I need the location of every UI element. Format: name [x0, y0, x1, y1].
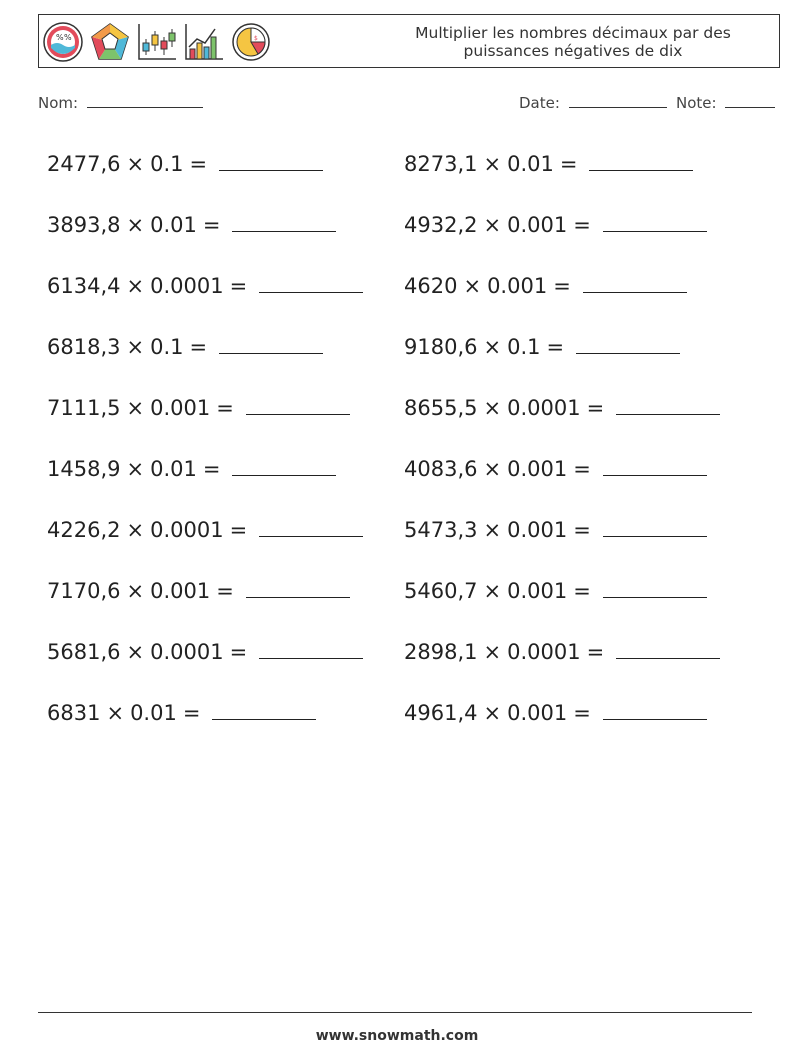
operand-a: 5681,6 [47, 640, 121, 664]
operand-b: 0.001 [487, 274, 548, 298]
problem-row [404, 396, 720, 420]
name-label: Nom: [38, 94, 79, 112]
svg-text:%: % [56, 33, 64, 42]
answer-blank[interactable] [576, 336, 680, 354]
name-field [38, 93, 203, 112]
equals-sign: = [559, 152, 578, 176]
answer-blank[interactable] [232, 458, 336, 476]
problem-row [47, 396, 350, 420]
operator: × [483, 335, 502, 359]
equals-sign: = [573, 701, 591, 725]
operator: × [126, 457, 145, 481]
operator: × [483, 213, 502, 237]
operand-b: 0.1 [150, 335, 184, 359]
date-blank[interactable] [569, 93, 667, 108]
svg-text:$: $ [254, 35, 258, 42]
operand-a: 4961,4 [404, 701, 478, 725]
operator: × [126, 579, 145, 603]
operand-b: 0.01 [130, 701, 177, 725]
answer-blank[interactable] [246, 397, 350, 415]
equals-sign: = [546, 335, 565, 359]
problem-row [47, 152, 323, 176]
operator: × [463, 274, 482, 298]
operand-b: 0.001 [507, 579, 568, 603]
answer-blank[interactable] [616, 397, 720, 415]
operand-a: 2898,1 [404, 640, 478, 664]
operand-a: 6134,4 [47, 274, 121, 298]
problem-row [404, 579, 707, 603]
title-line-2: puissances négatives de dix [463, 42, 683, 60]
equals-sign: = [189, 152, 208, 176]
problem-row [404, 640, 720, 664]
operand-a: 4226,2 [47, 518, 121, 542]
title-line-1: Multiplier les nombres décimaux par des [415, 24, 731, 42]
equals-sign: = [229, 274, 248, 298]
answer-blank[interactable] [259, 275, 363, 293]
equals-sign: = [229, 518, 248, 542]
worksheet-title [393, 24, 753, 60]
problem-row [404, 518, 707, 542]
equals-sign: = [573, 457, 591, 481]
answer-blank[interactable] [212, 702, 316, 720]
problem-row [47, 274, 363, 298]
equals-sign: = [553, 274, 571, 298]
equals-sign: = [229, 640, 248, 664]
operator: × [483, 701, 502, 725]
operator: × [126, 518, 145, 542]
candlestick-chart-icon [136, 21, 178, 63]
operand-b: 0.1 [507, 335, 541, 359]
problem-row [404, 213, 707, 237]
equals-sign: = [202, 457, 221, 481]
answer-blank[interactable] [246, 580, 350, 598]
answer-blank[interactable] [616, 641, 720, 659]
answer-blank[interactable] [259, 641, 363, 659]
operand-b: 0.001 [507, 701, 568, 725]
answer-blank[interactable] [232, 214, 336, 232]
answer-blank[interactable] [589, 153, 693, 171]
problem-row [47, 213, 336, 237]
svg-text:%: % [64, 33, 72, 42]
equals-sign: = [573, 213, 591, 237]
equals-sign: = [202, 213, 221, 237]
operator: × [126, 152, 145, 176]
operator: × [126, 335, 145, 359]
problem-row [47, 457, 336, 481]
operator: × [483, 396, 502, 420]
answer-blank[interactable] [603, 519, 707, 537]
problem-row [404, 152, 693, 176]
pie-chart-icon [230, 21, 272, 63]
equals-sign: = [586, 640, 605, 664]
equals-sign: = [182, 701, 201, 725]
operand-b: 0.0001 [150, 274, 224, 298]
operand-a: 8273,1 [404, 152, 478, 176]
operand-a: 7170,6 [47, 579, 121, 603]
operator: × [126, 274, 145, 298]
answer-blank[interactable] [603, 702, 707, 720]
operand-a: 4083,6 [404, 457, 478, 481]
operand-b: 0.0001 [507, 396, 581, 420]
bar-chart-icon [183, 21, 225, 63]
answer-blank[interactable] [603, 214, 707, 232]
header-box [38, 14, 780, 68]
operand-a: 4620 [404, 274, 458, 298]
operator: × [483, 152, 502, 176]
operator: × [126, 640, 145, 664]
operand-a: 5460,7 [404, 579, 478, 603]
problem-row [404, 335, 680, 359]
pentagon-chart-icon [89, 21, 131, 63]
problem-row [47, 335, 323, 359]
operand-b: 0.0001 [507, 640, 581, 664]
operand-a: 4932,2 [404, 213, 478, 237]
operand-a: 5473,3 [404, 518, 478, 542]
equals-sign: = [586, 396, 605, 420]
problem-row [47, 701, 316, 725]
problem-row [404, 701, 707, 725]
operand-a: 8655,5 [404, 396, 478, 420]
operator: × [483, 579, 502, 603]
answer-blank[interactable] [259, 519, 363, 537]
footer-website: www.snowmath.com [315, 1028, 479, 1044]
operand-b: 0.001 [507, 213, 568, 237]
grade-field [676, 93, 775, 112]
equals-sign: = [573, 579, 591, 603]
operator: × [106, 701, 125, 725]
equals-sign: = [216, 396, 234, 420]
date-field [519, 93, 667, 112]
operator: × [126, 396, 145, 420]
equals-sign: = [573, 518, 591, 542]
answer-blank[interactable] [603, 458, 707, 476]
footer-divider [38, 1012, 752, 1013]
operator: × [126, 213, 145, 237]
equals-sign: = [216, 579, 234, 603]
operand-b: 0.0001 [150, 640, 224, 664]
problem-row [47, 579, 350, 603]
answer-blank[interactable] [219, 153, 323, 171]
equals-sign: = [189, 335, 208, 359]
operand-b: 0.001 [507, 518, 568, 542]
percent-circle-icon [42, 21, 84, 63]
date-label: Date: [519, 94, 560, 112]
operand-a: 3893,8 [47, 213, 121, 237]
operand-a: 2477,6 [47, 152, 121, 176]
problem-row [404, 274, 687, 298]
problem-row [47, 518, 363, 542]
operator: × [483, 518, 502, 542]
operand-a: 9180,6 [404, 335, 478, 359]
operand-b: 0.001 [150, 579, 211, 603]
operator: × [483, 640, 502, 664]
answer-blank[interactable] [583, 275, 687, 293]
name-blank[interactable] [87, 93, 203, 108]
operand-b: 0.01 [150, 213, 197, 237]
answer-blank[interactable] [603, 580, 707, 598]
operand-b: 0.0001 [150, 518, 224, 542]
header-icons [42, 20, 272, 64]
answer-blank[interactable] [219, 336, 323, 354]
operand-a: 1458,9 [47, 457, 121, 481]
operand-b: 0.01 [150, 457, 197, 481]
operand-b: 0.01 [507, 152, 554, 176]
grade-blank[interactable] [725, 93, 775, 108]
operand-b: 0.001 [507, 457, 568, 481]
problem-row [404, 457, 707, 481]
operator: × [483, 457, 502, 481]
operand-a: 6818,3 [47, 335, 121, 359]
grade-label: Note: [676, 94, 717, 112]
operand-a: 6831 [47, 701, 101, 725]
problem-row [47, 640, 363, 664]
operand-a: 7111,5 [47, 396, 121, 420]
operand-b: 0.001 [150, 396, 211, 420]
operand-b: 0.1 [150, 152, 184, 176]
